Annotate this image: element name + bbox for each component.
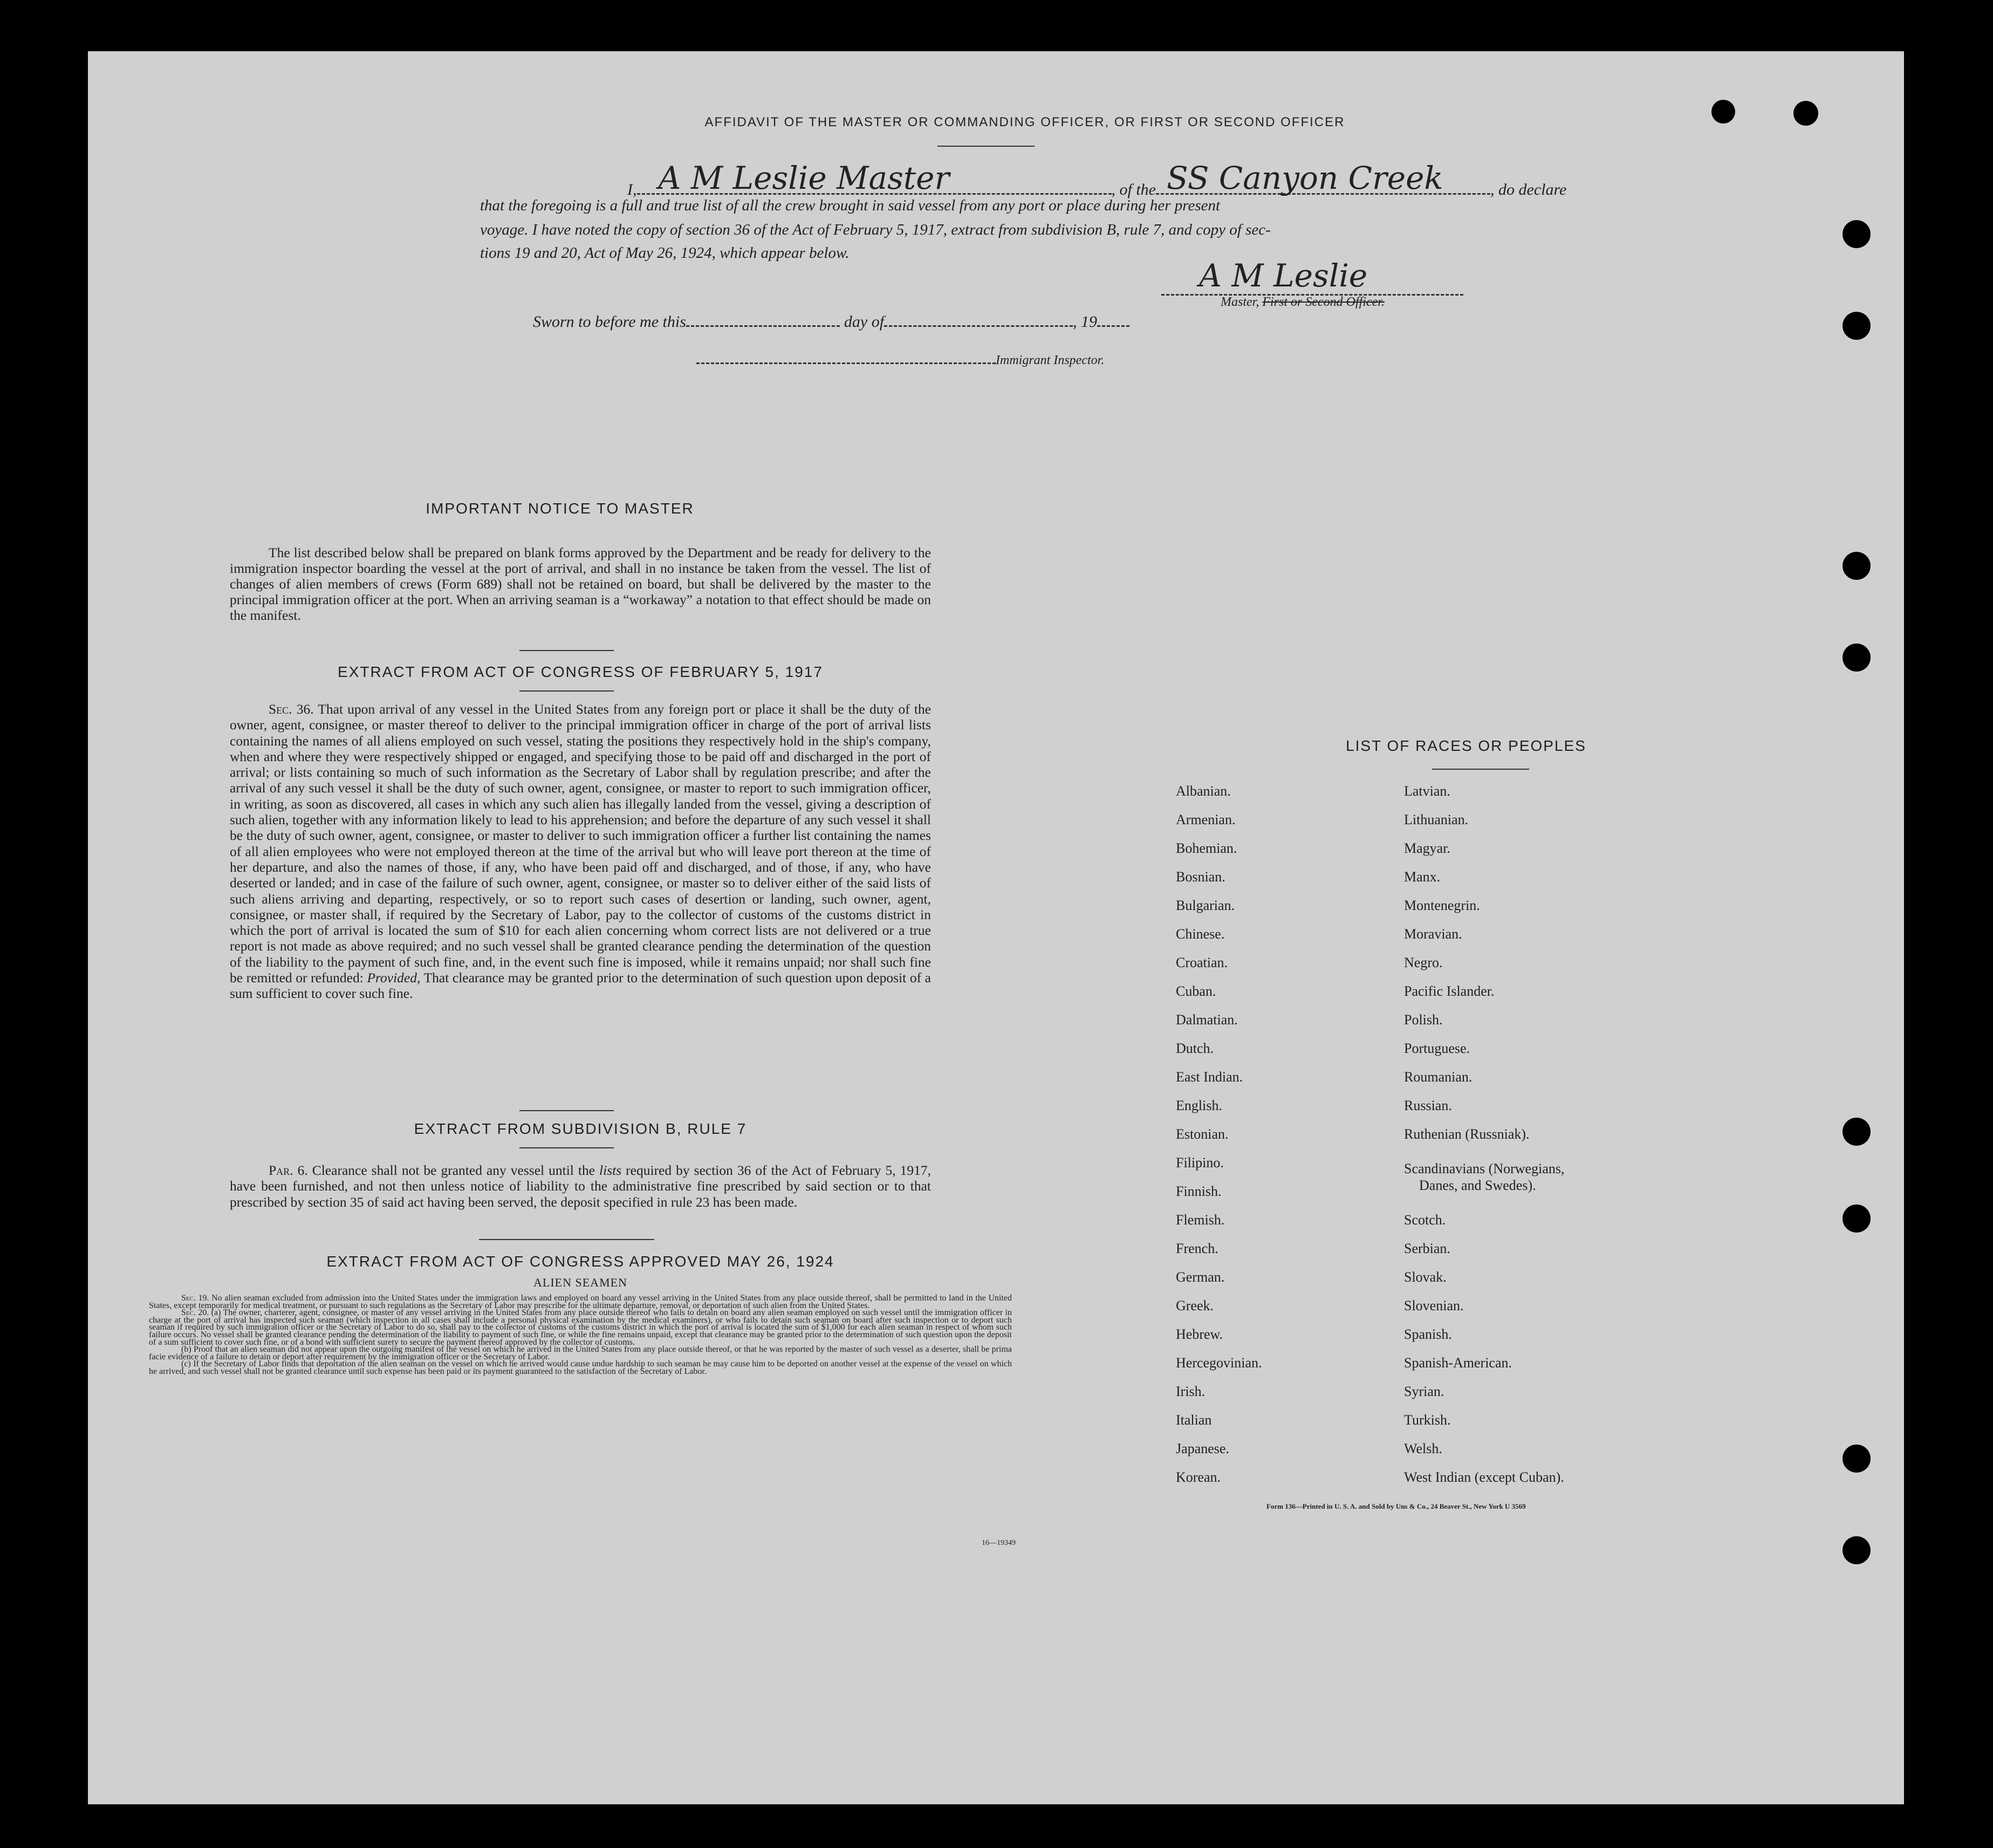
race-estonian: Estonian.: [1176, 1126, 1229, 1142]
act-1917-rule: [519, 690, 614, 692]
punch-hole: [1843, 1204, 1871, 1233]
punch-hole: [1843, 220, 1871, 248]
race-italian: Italian: [1176, 1412, 1212, 1428]
sworn-day-field[interactable]: [686, 320, 840, 327]
race-irish: Irish.: [1176, 1384, 1206, 1399]
rule-7-text-b: required by section 36 of the Act of February 5, 1917, have been furnished, and not then unless notice of liability to the administrative fine prescribed by said section or to that prescribed by section 35 of said act having been served, the deposit specified in rule 23 has been made.: [230, 1162, 932, 1210]
rule-7-rule: [519, 1147, 614, 1148]
sec-36-text: That upon arrival of any vessel in the United States from any foreign port or place it shall be the duty of the owner, agent, consignee, or master thereof to deliver to the principal immigration officer in charge of the port of arrival lists containing the names of all aliens employed on such vessel, stating the positions they respectively hold in the ship's company, when and where they were respectively shipped or engaged, and specifying those to be paid off and discharged in the port of arrival; or lists containing so much of such information as the Secretary of Labor shall by regulation prescribe; and after the arrival of any such vessel it shall be the duty of such owner, agent, consignee, or master to report to such immigration officer, in writing, as soon as discovered, all cases in which any such alien has illegally landed from the vessel, giving a description of such alien, together with any information likely to lead to his apprehension; and before the departure of any such vessel it shall be the duty of such owner, agent, consignee, or master to deliver to such immigration officer a further list containing the names of all alien employees who were not employed thereon at the time of the arrival but who will leave port thereon at the time of her departure, and also the names of those, if any, who have been paid off and discharged, and of those, if any, who have deserted or landed; and in case of the failure of such owner, agent, consignee, or master so to deliver either of the said lists of such aliens arriving and departing, respectively, or so to report such cases of desertion or landing, such owner, agent, consignee, or master shall, if required by the Secretary of Labor, pay to the collector of customs of the customs district in which the port of arrival is located the sum of $10 for each alien concerning whom correct lists are not delivered or a true report is not made as above required; and no such vessel shall be granted clearance pending the determination of the question of the liability to the payment of such fine, and, in the event such fine is imposed, while it remains unpaid; nor shall such fine be remitted or refunded:: [230, 701, 932, 986]
race-cuban: Cuban.: [1176, 983, 1216, 999]
race-scandinavians-cont: Danes, and Swedes).: [1419, 1178, 1536, 1193]
rule-7-text-a: Clearance shall not be granted any vessel until the: [312, 1162, 595, 1178]
master-name-handwriting: A M Leslie Master: [658, 160, 950, 196]
race-hercegovinian: Hercegovinian.: [1176, 1355, 1262, 1371]
race-finnish: Finnish.: [1176, 1183, 1222, 1199]
rule-7-end-rule: [479, 1239, 654, 1240]
race-slovenian: Slovenian.: [1404, 1298, 1464, 1313]
race-west-indian: West Indian (except Cuban).: [1404, 1469, 1564, 1485]
do-declare-label: , do declare: [1490, 181, 1567, 199]
race-armenian: Armenian.: [1176, 812, 1236, 827]
signature-handwriting: A M Leslie: [1199, 257, 1368, 294]
race-scotch: Scotch.: [1404, 1212, 1446, 1228]
punch-hole: [1711, 100, 1735, 124]
race-japanese: Japanese.: [1176, 1441, 1229, 1456]
act-1917-end-rule: [519, 1110, 614, 1111]
affidavit-title-rule: [937, 146, 1035, 147]
punch-hole: [1843, 552, 1871, 580]
notice-title: IMPORTANT NOTICE TO MASTER: [426, 500, 694, 517]
race-latvian: Latvian.: [1404, 783, 1450, 799]
year-label: , 19: [1073, 313, 1098, 331]
i-label: I,: [627, 181, 637, 199]
rule-7-title: EXTRACT FROM SUBDIVISION B, RULE 7: [414, 1120, 747, 1137]
race-croatian: Croatian.: [1176, 955, 1228, 970]
of-the-label: , of the: [1111, 181, 1156, 199]
affidavit-title: AFFIDAVIT OF THE MASTER OR COMMANDING OFFICER, OR FIRST OR SECOND OFFICER: [704, 115, 1345, 129]
sworn-line: [533, 313, 1126, 331]
punch-hole: [1843, 644, 1871, 672]
race-bohemian: Bohemian.: [1176, 840, 1237, 856]
race-moravian: Moravian.: [1404, 926, 1462, 942]
race-german: German.: [1176, 1269, 1225, 1285]
races-title: LIST OF RACES OR PEOPLES: [1346, 737, 1586, 754]
sworn-label: Sworn to before me this: [533, 313, 686, 331]
rule-7-body: [230, 1162, 931, 1210]
sec-20-label: Sec. 20.: [181, 1308, 209, 1318]
race-pacific-islander: Pacific Islander.: [1404, 983, 1495, 999]
sec-20a-text: (a) The owner, charterer, agent, consignee, or master of any vessel arriving in the United States from any place outside thereof who fails to detain on board any alien seaman employed on such vessel until the immigration officer in charge at the port of arrival has inspected such seaman (which inspection in all cases shall include a personal physical examination by the medical examiners), or who fails to detain such seaman on board after such inspection or to deport such seaman if required by such immigration officer or the Secretary of Labor to do so, shall pay to the collector of customs of the customs district in which the port of arrival is located the sum of $1,000 for each alien seaman in respect of whom such failure occurs. No vessel shall be granted clearance pending the determination of the liability to payment of such fine, or while the fine remains unpaid, except that clearance may be granted prior to the determination of such question upon the deposit of a sum sufficient to cover such fine, or of a bond with sufficient surety to secure the payment thereof approved by the collector of customs.: [149, 1308, 1012, 1347]
race-manx: Manx.: [1404, 869, 1441, 885]
race-bosnian: Bosnian.: [1176, 869, 1225, 885]
race-magyar: Magyar.: [1404, 840, 1450, 856]
race-albanian: Albanian.: [1176, 783, 1231, 799]
signature-caption: [1221, 295, 1385, 310]
race-spanish-american: Spanish-American.: [1404, 1355, 1512, 1371]
races-rule: [1432, 769, 1529, 770]
notice-rule: [519, 650, 614, 651]
race-east-indian: East Indian.: [1176, 1069, 1243, 1085]
form-sheet: [88, 51, 1904, 1804]
affidavit-body-3: tions 19 and 20, Act of May 26, 1924, which appear below.: [480, 244, 850, 262]
punch-hole: [1843, 1445, 1871, 1473]
act-1924-body: [149, 1295, 1012, 1375]
act-1917-body: [230, 701, 931, 1002]
printer-imprint: Form 136—Printed in U. S. A. and Sold by Uns & Co., 24 Beaver St., New York U 3569: [1266, 1502, 1526, 1510]
signature-caption-struck: First or Second Officer.: [1262, 295, 1385, 309]
race-scandinavians: Scandinavians (Norwegians,: [1404, 1161, 1565, 1176]
master-name-field[interactable]: [637, 160, 1112, 196]
inspector-signature-field[interactable]: [696, 357, 996, 364]
sec-20c-paragraph: (c) If the Secretary of Labor finds that deportation of the alien seaman on the vessel on which he arrived would cause undue hardship to such seaman he may cause him to be deported on another vessel at the expense of the vessel on which he arrived, and such vessel shall not be granted clearance until such expense has been paid or its payment guaranteed to the satisfaction of the Secretary of Labor.: [149, 1359, 1012, 1376]
race-portuguese: Portuguese.: [1404, 1041, 1470, 1056]
sworn-month-field[interactable]: [884, 320, 1073, 327]
race-flemish: Flemish.: [1176, 1212, 1225, 1228]
act-1924-subtitle: ALIEN SEAMEN: [533, 1276, 627, 1289]
day-of-label: day of: [844, 313, 885, 331]
par-6-label: Par. 6.: [269, 1162, 308, 1178]
punch-hole: [1843, 1118, 1871, 1146]
race-lithuanian: Lithuanian.: [1404, 812, 1469, 827]
signature-caption-master: Master,: [1221, 295, 1263, 309]
race-french: French.: [1176, 1241, 1218, 1256]
race-welsh: Welsh.: [1404, 1441, 1442, 1456]
sec-36-label: Sec. 36.: [269, 701, 314, 717]
inspector-label: Immigrant Inspector.: [996, 353, 1105, 367]
affidavit-body-1: that the foregoing is a full and true list of all the crew brought in said vessel from any port or place during her present: [480, 197, 1221, 214]
sworn-year-field[interactable]: [1097, 320, 1129, 327]
affidavit-declaration-line: [627, 160, 1567, 199]
punch-hole: [1793, 101, 1818, 126]
race-hebrew: Hebrew.: [1176, 1326, 1223, 1342]
race-korean: Korean.: [1176, 1469, 1221, 1485]
vessel-name-field[interactable]: [1156, 160, 1490, 196]
vessel-name-handwriting: SS Canyon Creek: [1167, 160, 1443, 196]
inspector-line: [696, 353, 1236, 368]
sec-20b-paragraph: (b) Proof that an alien seaman did not appear upon the outgoing manifest of the vessel on which he arrived in the United States from any place outside thereof, or that he was reported by the master of such vessel as a deserter, shall be prima facie evidence of a failure to detain or deport after requirement by the immigration officer or the Secretary of Labor.: [149, 1345, 1012, 1361]
lists-word: lists: [599, 1162, 622, 1178]
race-spanish: Spanish.: [1404, 1326, 1452, 1342]
race-chinese: Chinese.: [1176, 926, 1225, 942]
race-dutch: Dutch.: [1176, 1041, 1214, 1056]
race-english: English.: [1176, 1098, 1222, 1113]
sec-19-label: Sec. 19.: [181, 1293, 209, 1303]
race-russian: Russian.: [1404, 1098, 1452, 1113]
punch-hole: [1843, 1536, 1871, 1564]
race-serbian: Serbian.: [1404, 1241, 1450, 1256]
race-syrian: Syrian.: [1404, 1384, 1444, 1399]
notice-body: The list described below shall be prepared on blank forms approved by the Department and be ready for delivery to the immigration inspector boarding the vessel at the port of arrival, and shall in no instance be taken from the vessel. The list of changes of alien members of crews (Form 689) shall not be retained on board, but shall be delivered by the master to the principal immigration officer at the port. When an arriving seaman is a “workaway” a notation to that effect should be made on the manifest.: [230, 545, 931, 623]
act-1924-title: EXTRACT FROM ACT OF CONGRESS APPROVED MAY 26, 1924: [326, 1253, 834, 1270]
race-greek: Greek.: [1176, 1298, 1214, 1313]
race-polish: Polish.: [1404, 1012, 1443, 1028]
race-turkish: Turkish.: [1404, 1412, 1451, 1428]
race-filipino: Filipino.: [1176, 1155, 1224, 1171]
act-1917-title: EXTRACT FROM ACT OF CONGRESS OF FEBRUARY 5, 1917: [338, 663, 823, 680]
sec-19-text: No alien seaman excluded from admission into the United States under the immigration laws and employed on board any vessel arriving in the United States from any place outside thereof, shall be permitted to land in the United States, except temporarily for medical treatment, or pursuant to such regulations as the Secretary of Labor may prescribe for the ultimate departure, removal, or deportation of such alien from the United States.: [149, 1293, 1012, 1310]
sec-20-paragraph: [149, 1309, 1012, 1346]
race-ruthenian: Ruthenian (Russniak).: [1404, 1126, 1530, 1142]
sec-19-paragraph: [149, 1295, 1012, 1309]
punch-hole: [1843, 312, 1871, 340]
race-roumanian: Roumanian.: [1404, 1069, 1473, 1085]
race-slovak: Slovak.: [1404, 1269, 1447, 1285]
race-dalmatian: Dalmatian.: [1176, 1012, 1238, 1028]
race-negro: Negro.: [1404, 955, 1443, 970]
act-1924-code: 16—19349: [982, 1539, 1016, 1547]
affidavit-body-2: voyage. I have noted the copy of section 36 of the Act of February 5, 1917, extract from subdivision B, rule 7, and copy of sec-: [480, 221, 1271, 238]
race-bulgarian: Bulgarian.: [1176, 898, 1235, 913]
race-montenegrin: Montenegrin.: [1404, 898, 1480, 913]
proviso-text: That clearance may be granted prior to the determination of such question upon deposit of a sum sufficient to cover such fine.: [230, 970, 932, 1002]
proviso-word: Provided,: [367, 970, 421, 986]
